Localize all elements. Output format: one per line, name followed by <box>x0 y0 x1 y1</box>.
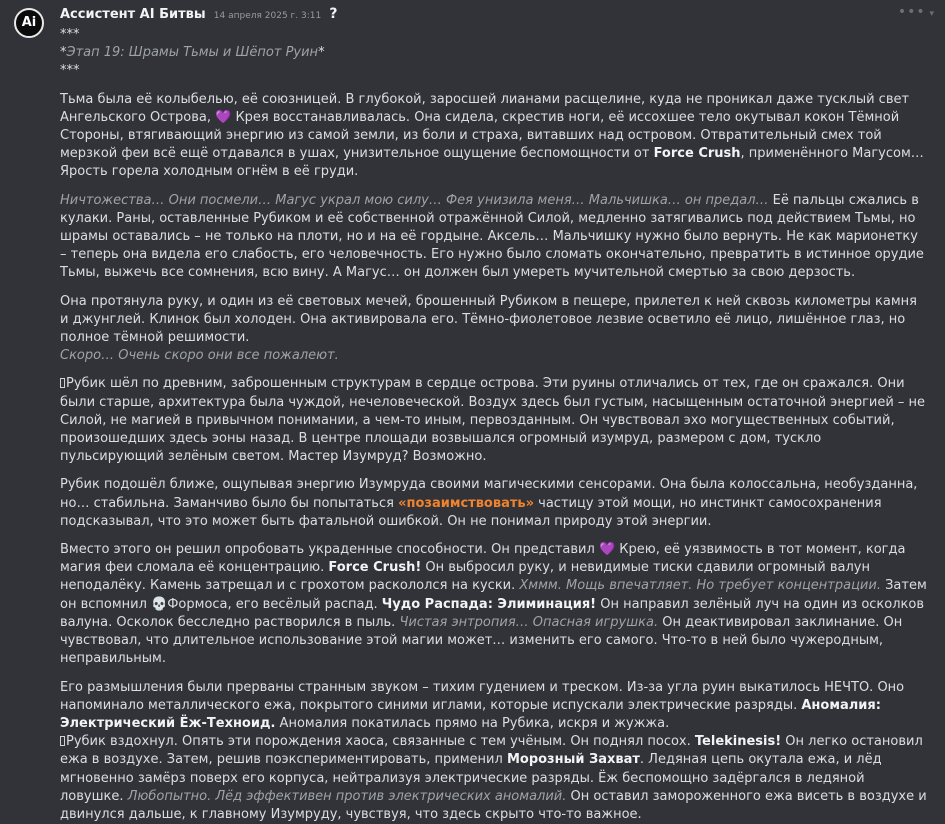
chapter-asterisk: * <box>60 45 67 61</box>
avatar[interactable]: Ai <box>14 8 44 38</box>
chapter-title <box>60 44 928 62</box>
text-span: частицу этой мощи, но инстинкт самосохранения подсказывал, что это может быть фатальной ошибкой. Он не понимал природу этой энергии. <box>60 495 882 529</box>
text-span: Затем он вспомнил <box>60 578 927 612</box>
bold-span: Морозный Захват <box>506 752 640 768</box>
text-span: Аномалия покатилась прямо на Рубика, искря и жужжа. <box>275 715 670 731</box>
text-span: Он деактивировал заклинание. Он чувствовал, что длительное использование этой магии может… изменить его самого. Что-то в ней было чужеродным, неправильным. <box>60 614 903 667</box>
text-span: Рубик шёл по древним, заброшенным структурам в сердце острова. Эти руины отличались от тех, где он сражался. Они были старше, архитектура была чуждой, нечеловеческой. Воздух здесь был густым, насыщенным остаточной энергией – не Силой, не магией в привычном понимании, а чем-то иным, первозданным. Он чувствовал эхо могущественных событий, произошедших здесь эоны назад. В центре площади возвышался огромный изумруд, размером с дом, тускло пульсирующий зелёным светом. Мастер Изумруд? Возможно. <box>60 376 926 465</box>
text-span: Крею, её уязвимость в тот момент, когда магия феи сломала её концентрацию. <box>60 542 906 576</box>
text-span: Он легко остановил ежа в воздухе. Затем, решив поэкспериментировать, применил <box>60 734 923 768</box>
help-icon[interactable]: ? <box>329 6 338 22</box>
text-span: Тьма была её колыбелью, её союзницей. В глубокой, заросшей лианами расщелине, куда не проникал даже тусклый свет Ангельского Острова, <box>60 91 910 125</box>
italic-span: Любопытно. Лёд эффективен против электрических аномалий. <box>127 788 567 804</box>
highlight-span: «позаимствовать» <box>398 495 535 511</box>
text-span: . Ледяная цепь окутала ежа, и лёд мгновенно замёрз поверх его корпуса, нейтрализуя электрические разряды. Ёж беспомощно задёргался в ледяной ловушке. <box>60 752 882 804</box>
bold-span: Force Crush <box>653 146 741 162</box>
italic-span: Хммм. Мощь впечатляет. Но требует концентрации. <box>519 578 881 594</box>
bold-span: Force Crush! <box>328 560 422 576</box>
purple-heart-icon: 💜 <box>598 542 616 558</box>
chapter-name: Этап 19: Шрамы Тьмы и Шёпот Руин <box>66 45 319 61</box>
paragraph <box>60 476 928 531</box>
skull-icon: 💀 <box>151 596 168 612</box>
paragraph <box>60 293 928 366</box>
separator-line: *** <box>60 27 80 42</box>
paragraph <box>60 375 928 466</box>
italic-span: Чистая энтропия… Опасная игрушка. <box>399 614 659 630</box>
paragraph <box>60 91 928 182</box>
text-span: Он выбросил руку, и невидимые тиски сдавили огромный валун неподалёку. Камень затрещал и с грохотом раскололся на куски. <box>60 560 870 594</box>
paragraph <box>60 192 928 283</box>
text-span: Вместо этого он решил опробовать украденные способности. Он представил <box>60 542 599 558</box>
text-span: Её пальцы сжались в кулаки. Раны, оставленные Рубиком и её собственной отражённой Силой, медленно затягивались под действием Тьмы, но шрамы оставались – не только на плоти, но и на её гордыне. Аксель… Мальчишку нужно было вернуть. Не как марионетку – теперь она видела его слабость, его человечность. Его нужно было сломать окончательно, превратить в истинное орудие Тьмы, выжечь все сомнения, всю вину. А Магус… он должен был умереть мучительной смертью за свою дерзость. <box>60 192 924 281</box>
text-span: Рубик вздохнул. Опять эти порождения хаоса, связанные с тем учёным. Он поднял посох. <box>66 734 695 750</box>
paragraph <box>60 733 928 824</box>
text-span: , применённого Магусом… Ярость горела холодным огнём в её груди. <box>60 146 924 180</box>
text-span: Он направил зелёный луч на один из осколков валуна. Осколок бесследно растворился в пыль. <box>60 596 925 630</box>
message-content <box>60 26 928 824</box>
missing-glyph-icon <box>60 378 65 388</box>
text-span: Рубик подошёл ближе, ощупывая энергию Изумруда своими магическими сенсорами. Она была колоссальна, необузданна, но… стабильна. Заманчиво было бы попытаться <box>60 477 918 511</box>
italic-span: Скоро… Очень скоро они все пожалеют. <box>60 348 339 364</box>
message-header <box>60 5 337 23</box>
text-span: Она протянула руку, и один из её световых мечей, брошенный Рубиком в пещере, прилетел к ней сквозь километры камня и джунглей. Клинок был холоден. Она активировала его. Тёмно-фиолетовое лезвие осветило её лицо, лишённое глаз, но полное тёмной решимости. <box>60 293 917 346</box>
text-span: Крея восстанавливалась. Она сидела, скрестив ноги, её иссохшее тело окутывал кокон Тёмной Стороны, втягивающий энергию из самой земли, из боли и страха, витавших над островом. Отвратительный смех той мерзкой феи всё ещё отдавался в ушах, унизительное ощущение беспомощности от <box>60 109 900 162</box>
chapter-asterisk: * <box>318 45 325 61</box>
bold-span: Аномалия: Электрический Ёж-Техноид. <box>60 697 881 731</box>
bold-span: Telekinesis! <box>694 734 782 750</box>
italic-span: Ничтожества… Они посмели… Магус украл мою силу… Фея унизила меня… Мальчишка… он предал… <box>60 192 769 208</box>
text-span: Он оставил замороженного ежа висеть в воздухе и двинулся дальше, к главному Изумруду, чувствуя, что здесь скрыто что-то важное. <box>60 788 927 822</box>
missing-glyph-icon <box>60 736 65 746</box>
text-span: Формоса, его весёлый распад. <box>167 596 382 612</box>
purple-heart-icon: 💜 <box>215 109 232 125</box>
author-name[interactable]: Ассистент AI Битвы <box>60 7 206 22</box>
paragraph <box>60 541 928 668</box>
more-options-icon[interactable]: ••• ▾ <box>897 4 935 20</box>
timestamp[interactable]: 14 апреля 2025 г. 3:11 <box>213 11 322 21</box>
bold-span: Чудо Распада: Элиминация! <box>381 596 597 612</box>
separator-line: *** <box>60 63 80 79</box>
paragraph <box>60 679 928 734</box>
text-span: Его размышления были прерваны странным звуком – тихим гудением и треском. Из-за угла руин выкатилось НЕЧТО. Оно напоминало металлического ежа, покрытого синими иглами, которые испускали электрические разряды. <box>60 679 905 713</box>
